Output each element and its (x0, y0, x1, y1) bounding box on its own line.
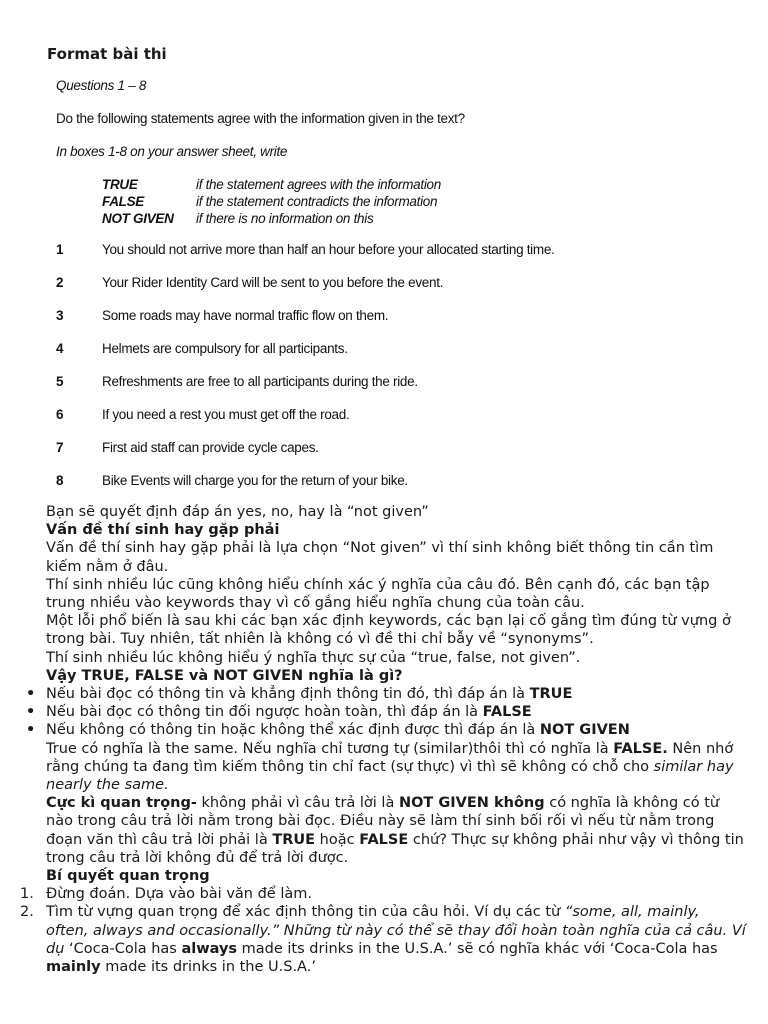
similar-text: Nên nhớ rằng chúng ta đang tìm kiếm thông tin chỉ fact (sự thực) vì thì sẽ không có chỗ cho (46, 740, 734, 775)
important-paragraph (46, 794, 746, 867)
legend-key: NOT GIVEN (102, 211, 174, 226)
paragraph: Vấn đề thí sinh hay gặp phải là lựa chọn “Not given” vì thí sinh không biết thông tin cần tìm kiếm nằm ở đâu. (46, 540, 714, 575)
questions-heading: Questions 1 – 8 (56, 78, 147, 93)
similar-bold: FALSE. (613, 740, 668, 757)
question-number: 8 (56, 473, 64, 488)
tip-italic: “some, all, mainly, often, always and occasionally.” Những từ này có thể sẽ thay đổi hoàn toàn nghĩa của cả câu. Ví dụ (46, 904, 746, 957)
similar-italic: similar hay nearly the same. (46, 758, 734, 794)
tip-text: made its drinks in the U.S.A.’ sẽ có nghĩa khác với ‘Coca-Cola has (237, 940, 718, 957)
tip-text: made its drinks in the U.S.A.’ (100, 959, 316, 976)
bullet-text: Nếu bài đọc có thông tin và khẳng định thông tin đó, thì đáp án là (46, 686, 530, 703)
tips-heading: Bí quyết quan trọng (46, 868, 210, 885)
question-text: Some roads may have normal traffic flow on them. (102, 308, 389, 323)
tip-text: Đừng đoán. Dựa vào bài văn để làm. (46, 886, 312, 903)
question-number: 1 (56, 242, 64, 257)
meaning-list (46, 685, 746, 740)
problem-heading: Vấn đề thí sinh hay gặp phải (46, 522, 280, 539)
similar-paragraph (46, 740, 746, 795)
tip-text: Tìm từ vựng quan trọng để xác định thông tin của câu hỏi. Ví dụ các từ (46, 904, 565, 921)
tip-bold: always (181, 940, 238, 957)
page-heading: Format bài thi (47, 45, 167, 63)
question-list (56, 242, 555, 506)
important-text: chứ? Thực sự không phải như vậy vì thông tin trong câu trả lời không đủ để trả lời được. (46, 831, 744, 866)
question-number: 4 (56, 341, 64, 356)
list-item (46, 721, 746, 739)
legend-key: FALSE (102, 194, 145, 209)
instruction-text: Do the following statements agree with the information given in the text? (56, 111, 465, 126)
question-number: 2 (56, 275, 64, 290)
list-item (20, 903, 746, 976)
question-item (56, 308, 555, 341)
important-label: Cực kì quan trọng- (46, 795, 197, 812)
legend-row (102, 177, 441, 194)
question-number: 3 (56, 308, 64, 323)
boxes-instruction: In boxes 1-8 on your answer sheet, write (56, 144, 288, 159)
important-ng: NOT GIVEN không (398, 795, 545, 812)
question-item (56, 440, 555, 473)
question-text: Your Rider Identity Card will be sent to you before the event. (102, 275, 444, 290)
question-text: If you need a rest you must get off the road. (102, 407, 350, 422)
question-text: You should not arrive more than half an hour before your allocated starting time. (102, 242, 555, 257)
tip-text: ‘Coca-Cola has (69, 940, 182, 957)
tip-bold: mainly (46, 959, 101, 976)
bullet-answer: NOT GIVEN (539, 722, 630, 739)
question-text: Bike Events will charge you for the return of your bike. (102, 473, 408, 488)
question-item (56, 341, 555, 374)
paragraph: Thí sinh nhiều lúc cũng không hiểu chính xác ý nghĩa của câu đó. Bên cạnh đó, các bạn tập trung nhiều vào keywords thay vì cố gắng hiểu nghĩa chung của toàn câu. (46, 576, 710, 612)
question-text: First aid staff can provide cycle capes. (102, 440, 319, 455)
question-number: 6 (56, 407, 64, 422)
bullet-text: Nếu không có thông tin hoặc không thể xác định được thì đáp án là (46, 722, 540, 739)
question-number: 5 (56, 374, 64, 389)
important-true: TRUE (272, 831, 316, 848)
exam-scan (56, 78, 616, 488)
important-text: hoặc (315, 831, 360, 848)
question-item (56, 275, 555, 308)
legend-desc: if the statement contradicts the information (196, 194, 438, 209)
question-text: Helmets are compulsory for all participants. (102, 341, 348, 356)
question-item (56, 407, 555, 440)
bullet-answer: FALSE (482, 704, 532, 721)
meaning-heading: Vậy TRUE, FALSE và NOT GIVEN nghĩa là gì? (46, 667, 403, 684)
list-item (46, 685, 746, 703)
bullet-text: Nếu bài đọc có thông tin đối ngược hoàn toàn, thì đáp án là (46, 704, 483, 721)
question-item (56, 374, 555, 407)
legend-row (102, 194, 441, 211)
tips-list (20, 885, 746, 976)
question-number: 7 (56, 440, 64, 455)
question-text: Refreshments are free to all participants during the ride. (102, 374, 418, 389)
legend-desc: if the statement agrees with the information (196, 177, 441, 192)
tip-number: 2. (20, 904, 34, 921)
article-body (20, 503, 746, 976)
legend-desc: if there is no information on this (196, 211, 374, 226)
similar-text: True có nghĩa là the same. Nếu nghĩa chỉ tương tự (similar)thôi thì có nghĩa là (46, 740, 614, 757)
intro-text: Bạn sẽ quyết định đáp án yes, no, hay là “not given” (46, 504, 429, 520)
question-item (56, 473, 555, 506)
question-item (56, 242, 555, 275)
paragraph: Một lỗi phổ biến là sau khi các bạn xác định keywords, các bạn lại cố gắng tìm đúng từ vựng ở trong bài. Tuy nhiên, tất nhiên là không có vì đề thi chỉ bẫy về “synonyms”. (46, 613, 731, 648)
list-item (20, 885, 746, 903)
legend-row (102, 211, 441, 228)
answer-legend (102, 177, 441, 228)
important-text: không phải vì câu trả lời là (196, 795, 399, 812)
bullet-answer: TRUE (529, 686, 573, 703)
legend-key: TRUE (102, 177, 138, 192)
important-false: FALSE (359, 831, 409, 848)
paragraph: Thí sinh nhiều lúc không hiểu ý nghĩa thực sự của “true, false, not given”. (46, 649, 581, 666)
list-item (46, 703, 746, 721)
important-text: có nghĩa là không có từ nào trong câu trả lời nằm trong bài đọc. Điều này sẽ làm thí sinh bối rối vì nếu từ nằm trong đoạn văn thì câu trả lời phải là (46, 795, 720, 848)
tip-number: 1. (20, 886, 34, 903)
